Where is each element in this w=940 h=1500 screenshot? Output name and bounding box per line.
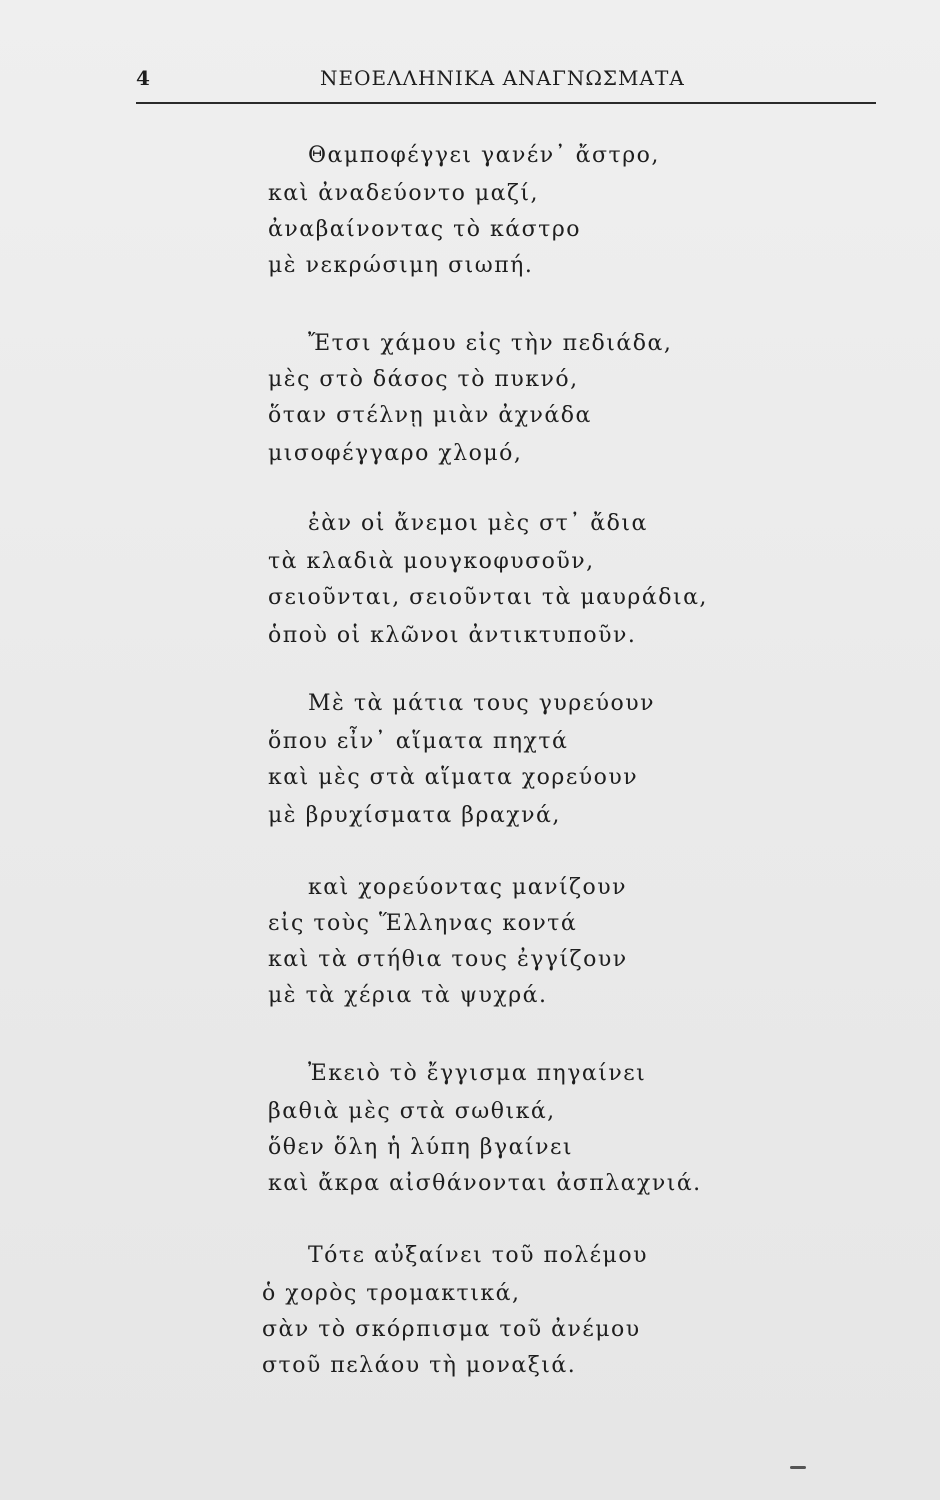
verse-line: καὶ ἀναδεύοντο μαζί, <box>268 181 540 206</box>
verse-line: ἀναβαίνοντας τὸ κάστρο <box>268 217 582 242</box>
verse-line: ὁποὺ οἱ κλῶνοι ἀντικτυποῦν. <box>268 623 637 648</box>
verse-line: ὅταν στέλνῃ μιὰν ἀχνάδα <box>268 403 592 428</box>
verse-line: καὶ ἄκρα αἰσθάνονται ἀσπλαχνιά. <box>268 1171 702 1196</box>
verse-line: τὰ κλαδιὰ μουγκοφυσοῦν, <box>268 549 595 574</box>
verse-line: σὰν τὸ σκόρπισμα τοῦ ἀνέμου <box>262 1317 641 1342</box>
verse-line: στοῦ πελάου τὴ μοναξιά. <box>262 1353 577 1378</box>
verse-line: καὶ χορεύοντας μανίζουν <box>308 875 628 900</box>
verse-line: ὅπου εἶν᾽ αἵματα πηχτά <box>268 729 569 754</box>
verse-line: Τότε αὐξαίνει τοῦ πολέμου <box>308 1243 648 1268</box>
verse-line: Ἐκειὸ τὸ ἔγγισμα πηγαίνει <box>308 1061 647 1086</box>
verse-line: μὲ νεκρώσιμη σιωπή. <box>268 253 534 278</box>
verse-line: μὲς στὸ δάσος τὸ πυκνό, <box>268 367 579 392</box>
print-blemish <box>790 1466 806 1469</box>
header-rule <box>136 102 876 104</box>
verse-line: μὲ τὰ χέρια τὰ ψυχρά. <box>268 983 548 1008</box>
verse-line: Μὲ τὰ μάτια τους γυρεύουν <box>308 691 655 716</box>
verse-line: ἐὰν οἱ ἄνεμοι μὲς στ᾽ ἄδια <box>308 511 648 536</box>
verse-line: βαθιὰ μὲς στὰ σωθικά, <box>268 1099 556 1124</box>
verse-line: καὶ μὲς στὰ αἵματα χορεύουν <box>268 765 639 790</box>
verse-line: Θαμποφέγγει γανέν᾽ ἄστρο, <box>308 143 660 168</box>
verse-line: μισοφέγγαρο χλομό, <box>268 441 523 466</box>
running-title: ΝΕΟΕΛΛΗΝΙΚΑ ΑΝΑΓΝΩΣΜΑΤΑ <box>320 66 685 90</box>
verse-line: ὁ χορὸς τρομακτικά, <box>262 1281 521 1306</box>
page-number: 4 <box>136 66 150 90</box>
verse-line: καὶ τὰ στήθια τους ἐγγίζουν <box>268 947 628 972</box>
verse-line: ὅθεν ὅλη ἡ λύπη βγαίνει <box>268 1135 573 1160</box>
verse-line: εἰς τοὺς Ἕλληνας κοντά <box>268 911 578 936</box>
verse-line: Ἔτσι χάμου εἰς τὴν πεδιάδα, <box>308 331 673 356</box>
verse-line: μὲ βρυχίσματα βραχνά, <box>268 803 561 828</box>
verse-line: σειοῦνται, σειοῦνται τὰ μαυράδια, <box>268 585 708 610</box>
